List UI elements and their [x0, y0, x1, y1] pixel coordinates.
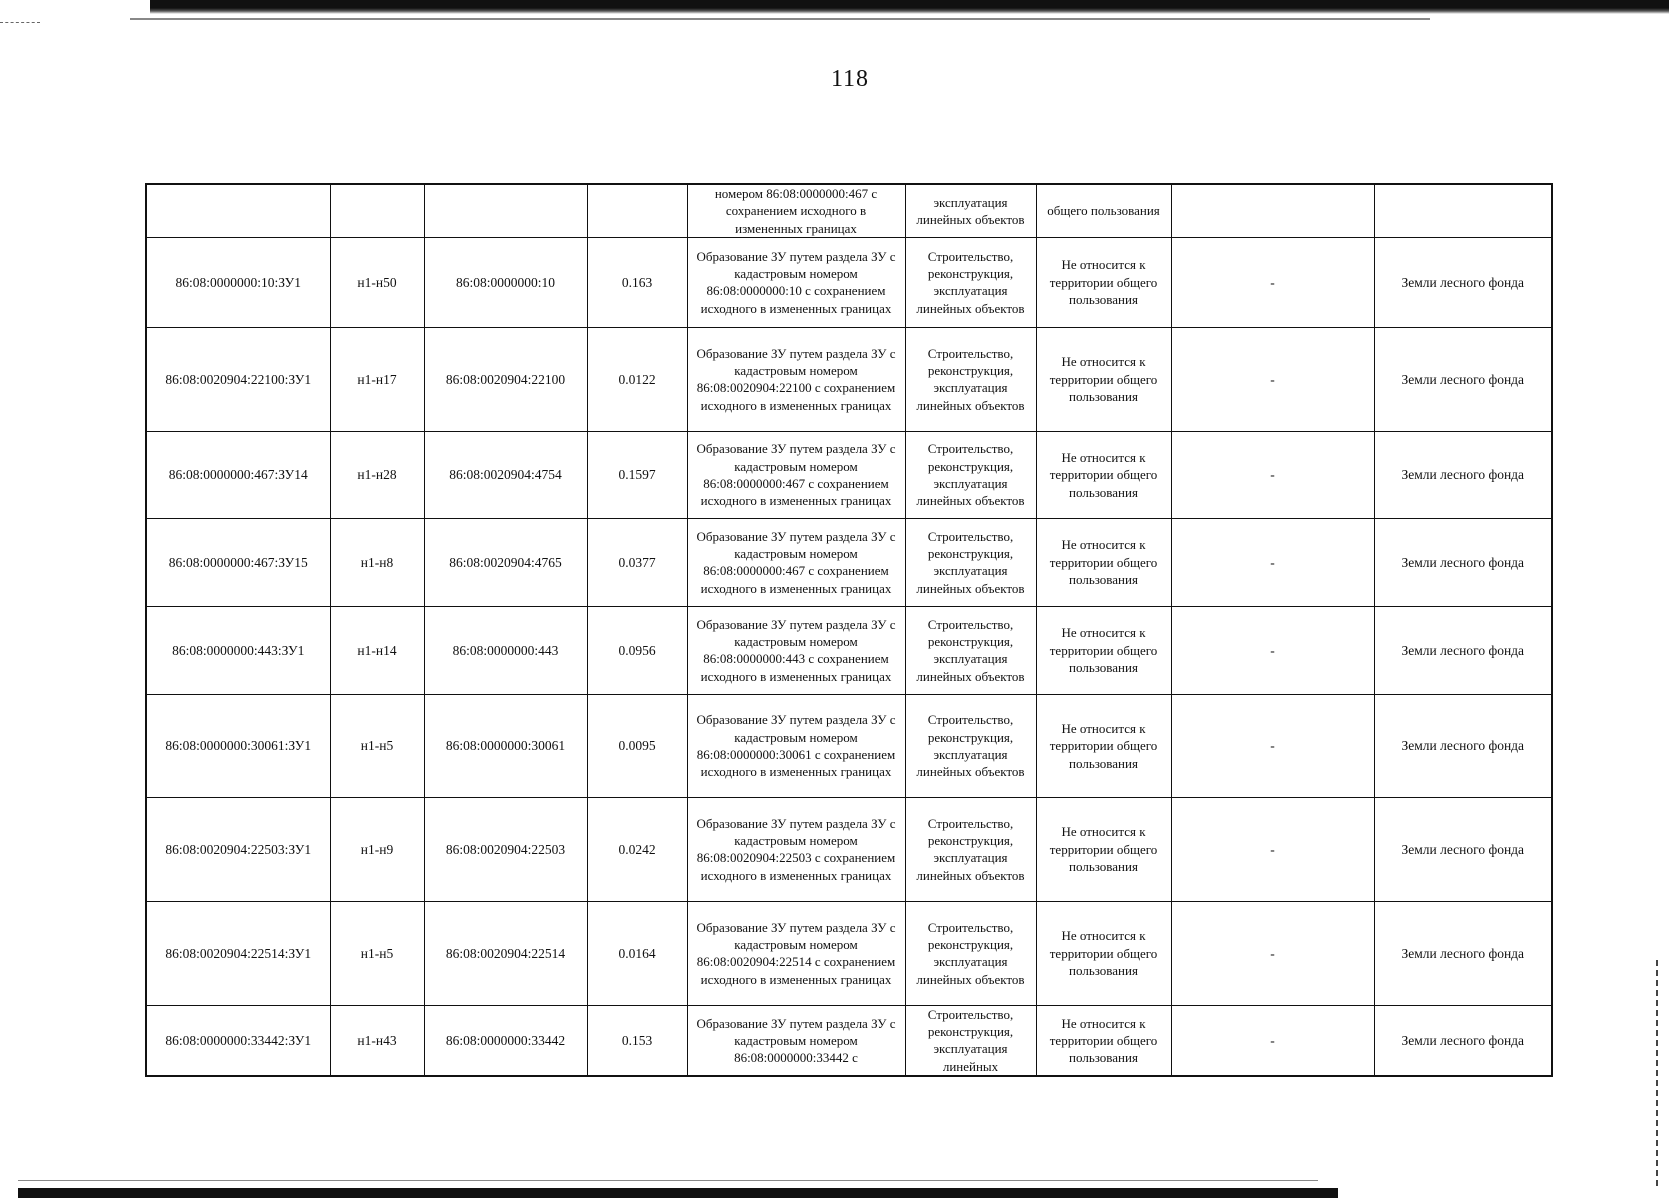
- cell-source-plot: 86:08:0000000:33442: [424, 1005, 587, 1076]
- table-row: [146, 694, 1552, 797]
- cell-permitted-use: Строительство, реконструкция, эксплуатация линейных объектов: [905, 518, 1036, 606]
- cell-territory-status: общего пользования: [1036, 184, 1171, 237]
- cell-source-plot: 86:08:0000000:10: [424, 237, 587, 327]
- cell-formation-method: Образование ЗУ путем раздела ЗУ с кадастровым номером 86:08:0000000:467 с сохранением исходного в измененных границах: [687, 431, 905, 518]
- cell-plot-id: 86:08:0020904:22514:ЗУ1: [146, 901, 330, 1005]
- land-plots-table: [145, 183, 1553, 1077]
- table-body: [146, 184, 1552, 1076]
- cell-encumbrance: -: [1171, 237, 1374, 327]
- cell-source-plot: 86:08:0020904:4765: [424, 518, 587, 606]
- cell-source-plot: 86:08:0020904:22503: [424, 797, 587, 901]
- cell-encumbrance: [1171, 184, 1374, 237]
- cell-formation-method: Образование ЗУ путем раздела ЗУ с кадастровым номером 86:08:0000000:33442 с: [687, 1005, 905, 1076]
- cell-land-category: Земли лесного фонда: [1374, 797, 1552, 901]
- cell-boundary-points: н1-н43: [330, 1005, 424, 1076]
- cell-area: 0.0122: [587, 327, 687, 431]
- cell-plot-id: 86:08:0000000:467:ЗУ15: [146, 518, 330, 606]
- cell-formation-method: Образование ЗУ путем раздела ЗУ с кадастровым номером 86:08:0000000:467 с сохранением исходного в измененных границах: [687, 518, 905, 606]
- cell-formation-method: номером 86:08:0000000:467 с сохранением исходного в измененных границах: [687, 184, 905, 237]
- cell-plot-id: 86:08:0000000:30061:ЗУ1: [146, 694, 330, 797]
- cell-plot-id: 86:08:0000000:467:ЗУ14: [146, 431, 330, 518]
- cell-territory-status: Не относится к территории общего пользования: [1036, 518, 1171, 606]
- table-row: [146, 431, 1552, 518]
- cell-land-category: Земли лесного фонда: [1374, 518, 1552, 606]
- cell-territory-status: Не относится к территории общего пользования: [1036, 237, 1171, 327]
- table-row: [146, 518, 1552, 606]
- cell-boundary-points: [330, 184, 424, 237]
- cell-land-category: Земли лесного фонда: [1374, 431, 1552, 518]
- page-number: 118: [830, 66, 870, 92]
- cell-source-plot: 86:08:0020904:4754: [424, 431, 587, 518]
- cell-encumbrance: -: [1171, 606, 1374, 694]
- cell-permitted-use: Строительство, реконструкция, эксплуатация линейных: [905, 1005, 1036, 1076]
- scan-mark: [0, 22, 40, 24]
- cell-area: 0.0242: [587, 797, 687, 901]
- table-row: [146, 606, 1552, 694]
- cell-plot-id: [146, 184, 330, 237]
- cell-territory-status: Не относится к территории общего пользования: [1036, 1005, 1171, 1076]
- cell-land-category: Земли лесного фонда: [1374, 327, 1552, 431]
- cell-territory-status: Не относится к территории общего пользования: [1036, 606, 1171, 694]
- cell-area: 0.163: [587, 237, 687, 327]
- cell-permitted-use: Строительство, реконструкция, эксплуатация линейных объектов: [905, 797, 1036, 901]
- cell-permitted-use: Строительство, реконструкция, эксплуатация линейных объектов: [905, 431, 1036, 518]
- cell-plot-id: 86:08:0020904:22100:ЗУ1: [146, 327, 330, 431]
- cell-land-category: [1374, 184, 1552, 237]
- cell-boundary-points: н1-н14: [330, 606, 424, 694]
- cell-formation-method: Образование ЗУ путем раздела ЗУ с кадастровым номером 86:08:0000000:10 с сохранением исходного в измененных границах: [687, 237, 905, 327]
- cell-source-plot: 86:08:0020904:22514: [424, 901, 587, 1005]
- scan-border-top-thin: [130, 18, 1430, 20]
- cell-permitted-use: эксплуатация линейных объектов: [905, 184, 1036, 237]
- scan-border-bottom: [18, 1188, 1338, 1198]
- cell-area: 0.0956: [587, 606, 687, 694]
- scan-border-bottom-thin: [18, 1180, 1318, 1181]
- cell-area: 0.153: [587, 1005, 687, 1076]
- scan-edge-right: [1656, 960, 1658, 1190]
- cell-area: [587, 184, 687, 237]
- cell-permitted-use: Строительство, реконструкция, эксплуатация линейных объектов: [905, 237, 1036, 327]
- table-row: [146, 797, 1552, 901]
- cell-boundary-points: н1-н50: [330, 237, 424, 327]
- cell-permitted-use: Строительство, реконструкция, эксплуатация линейных объектов: [905, 694, 1036, 797]
- cell-formation-method: Образование ЗУ путем раздела ЗУ с кадастровым номером 86:08:0020904:22503 с сохранением исходного в измененных границах: [687, 797, 905, 901]
- cell-formation-method: Образование ЗУ путем раздела ЗУ с кадастровым номером 86:08:0020904:22100 с сохранением исходного в измененных границах: [687, 327, 905, 431]
- cell-boundary-points: н1-н17: [330, 327, 424, 431]
- cell-plot-id: 86:08:0000000:33442:ЗУ1: [146, 1005, 330, 1076]
- cell-land-category: Земли лесного фонда: [1374, 237, 1552, 327]
- cell-plot-id: 86:08:0020904:22503:ЗУ1: [146, 797, 330, 901]
- cell-plot-id: 86:08:0000000:443:ЗУ1: [146, 606, 330, 694]
- cell-land-category: Земли лесного фонда: [1374, 1005, 1552, 1076]
- cell-formation-method: Образование ЗУ путем раздела ЗУ с кадастровым номером 86:08:0000000:30061 с сохранением исходного в измененных границах: [687, 694, 905, 797]
- cell-permitted-use: Строительство, реконструкция, эксплуатация линейных объектов: [905, 606, 1036, 694]
- cell-territory-status: Не относится к территории общего пользования: [1036, 694, 1171, 797]
- cell-source-plot: [424, 184, 587, 237]
- cell-territory-status: Не относится к территории общего пользования: [1036, 797, 1171, 901]
- cell-land-category: Земли лесного фонда: [1374, 606, 1552, 694]
- cell-plot-id: 86:08:0000000:10:ЗУ1: [146, 237, 330, 327]
- cell-boundary-points: н1-н8: [330, 518, 424, 606]
- cell-area: 0.1597: [587, 431, 687, 518]
- cell-source-plot: 86:08:0020904:22100: [424, 327, 587, 431]
- cell-encumbrance: -: [1171, 694, 1374, 797]
- cell-encumbrance: -: [1171, 901, 1374, 1005]
- table-row: [146, 901, 1552, 1005]
- cell-formation-method: Образование ЗУ путем раздела ЗУ с кадастровым номером 86:08:0020904:22514 с сохранением исходного в измененных границах: [687, 901, 905, 1005]
- cell-boundary-points: н1-н9: [330, 797, 424, 901]
- cell-encumbrance: -: [1171, 431, 1374, 518]
- cell-area: 0.0095: [587, 694, 687, 797]
- cell-boundary-points: н1-н5: [330, 901, 424, 1005]
- cell-territory-status: Не относится к территории общего пользования: [1036, 327, 1171, 431]
- cell-land-category: Земли лесного фонда: [1374, 694, 1552, 797]
- table-row: [146, 1005, 1552, 1076]
- cell-encumbrance: -: [1171, 518, 1374, 606]
- cell-formation-method: Образование ЗУ путем раздела ЗУ с кадастровым номером 86:08:0000000:443 с сохранением исходного в измененных границах: [687, 606, 905, 694]
- cell-encumbrance: -: [1171, 797, 1374, 901]
- cell-source-plot: 86:08:0000000:443: [424, 606, 587, 694]
- scan-border-top: [150, 0, 1669, 14]
- table-row: [146, 184, 1552, 237]
- cell-territory-status: Не относится к территории общего пользования: [1036, 901, 1171, 1005]
- cell-permitted-use: Строительство, реконструкция, эксплуатация линейных объектов: [905, 901, 1036, 1005]
- cell-boundary-points: н1-н5: [330, 694, 424, 797]
- cell-land-category: Земли лесного фонда: [1374, 901, 1552, 1005]
- cell-source-plot: 86:08:0000000:30061: [424, 694, 587, 797]
- cell-boundary-points: н1-н28: [330, 431, 424, 518]
- cell-area: 0.0164: [587, 901, 687, 1005]
- table-row: [146, 237, 1552, 327]
- cell-area: 0.0377: [587, 518, 687, 606]
- cell-permitted-use: Строительство, реконструкция, эксплуатация линейных объектов: [905, 327, 1036, 431]
- cell-encumbrance: -: [1171, 1005, 1374, 1076]
- table-row: [146, 327, 1552, 431]
- cell-territory-status: Не относится к территории общего пользования: [1036, 431, 1171, 518]
- cell-encumbrance: -: [1171, 327, 1374, 431]
